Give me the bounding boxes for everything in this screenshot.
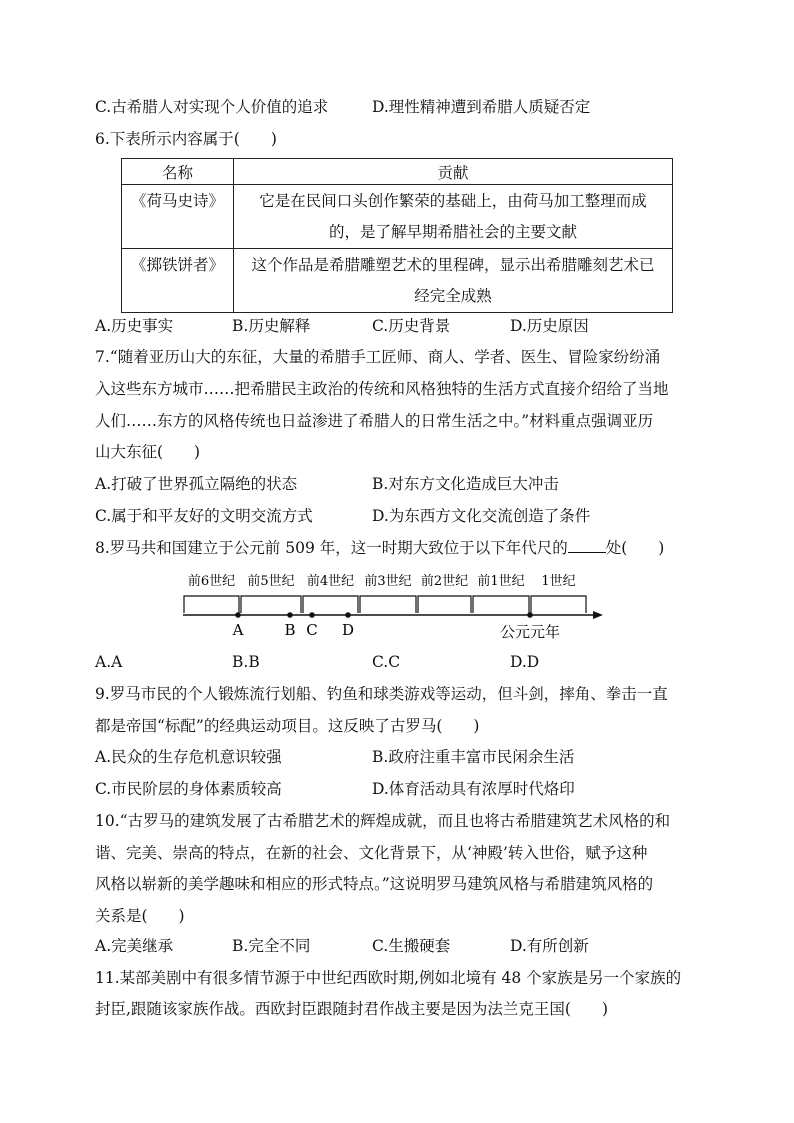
q6-option-b: B.历史解释 — [232, 317, 311, 335]
q8-stem-text: 8.罗马共和国建立于公元前 509 年，这一时期大致位于以下年代尺的 — [95, 539, 568, 557]
q10-line: 风格以崭新的美学趣味和相应的形式特点。”这说明罗马建筑风格与希腊建筑风格的 — [95, 875, 654, 893]
table-row — [122, 249, 673, 313]
timeline-era-point — [527, 612, 533, 618]
table-cell-line: 经完全成熟 — [414, 286, 492, 305]
timeline-point-c — [309, 612, 315, 618]
table-header-name: 名称 — [122, 159, 234, 185]
timeline-era-label: 公元元年 — [499, 623, 561, 641]
table-cell-line: 它是在民间口头创作繁荣的基础上，由荷马加工整理而成 — [259, 191, 647, 210]
q9-line: 9.罗马市民的个人锻炼流行划船、钓鱼和球类游戏等运动，但斗剑，摔角、拳击一直 — [95, 685, 668, 703]
q5-option-c: C.古希腊人对实现个人价值的追求 — [95, 98, 329, 116]
timeline-century-label: 前2世纪 — [420, 574, 469, 589]
timeline-century-bracket — [531, 596, 586, 613]
timeline-century-bracket — [360, 596, 416, 613]
q8-stem-tail: 处( ) — [605, 539, 665, 557]
q7-option-a: A.打破了世界孤立隔绝的状态 — [95, 475, 298, 493]
q10-line: 关系是( ) — [95, 907, 185, 925]
q9-option-d: D.体育活动具有浓厚时代烙印 — [372, 780, 575, 798]
timeline-century-bracket — [418, 596, 471, 613]
timeline-point-label: C — [306, 621, 318, 639]
timeline-century-label: 前6世纪 — [187, 574, 236, 589]
table-row — [122, 185, 673, 249]
table-header-contribution: 贡献 — [234, 159, 673, 185]
timeline-ruler — [175, 565, 605, 645]
q7-line: 人们……东方的风格传统也日益渗进了希腊人的日常生活之中。”材料重点强调亚历 — [95, 412, 654, 430]
timeline-century-label: 前4世纪 — [306, 574, 355, 589]
timeline-century-label: 1世纪 — [541, 574, 576, 589]
timeline-century-bracket — [184, 596, 239, 613]
q7-option-d: D.为东西方文化交流创造了条件 — [372, 507, 591, 525]
q7-line: 7.“随着亚历山大的东征，大量的希腊手工匠师、商人、学者、医生、冒险家纷纷涌 — [95, 348, 661, 366]
q8-stem — [95, 536, 664, 560]
timeline-century-bracket — [473, 596, 529, 613]
table-cell-contribution — [234, 249, 673, 313]
timeline-century-label: 前1世纪 — [477, 574, 525, 589]
q8-option-a: A.A — [95, 653, 123, 671]
table-cell-contribution — [234, 185, 673, 249]
q10-option-c: C.生搬硬套 — [372, 937, 451, 955]
q9-line: 都是帝国“标配”的经典运动项目。这反映了古罗马( ) — [95, 717, 480, 735]
q8-blank — [568, 536, 606, 553]
timeline-century-bracket — [303, 596, 358, 613]
q9-option-c: C.市民阶层的身体素质较高 — [95, 780, 282, 798]
q5-option-d: D.理性精神遭到希腊人质疑否定 — [372, 98, 591, 116]
timeline-century-label: 前5世纪 — [247, 574, 295, 589]
table-cell-line: 的，是了解早期希腊社会的主要文献 — [328, 222, 577, 241]
table-cell-name: 《荷马史诗》 — [122, 185, 234, 249]
timeline-arrow-icon — [593, 611, 603, 619]
timeline-point-a — [235, 612, 241, 618]
q7-line: 山大东征( ) — [95, 443, 201, 461]
q10-option-a: A.完美继承 — [95, 937, 174, 955]
q7-option-b: B.对东方文化造成巨大冲击 — [372, 475, 559, 493]
q10-option-d: D.有所创新 — [510, 937, 589, 955]
q9-option-a: A.民众的生存危机意识较强 — [95, 748, 282, 766]
timeline-point-b — [287, 612, 293, 618]
q8-option-c: C.C — [372, 653, 401, 671]
q9-option-b: B.政府注重丰富市民闲余生活 — [372, 748, 575, 766]
timeline-century-bracket — [241, 596, 301, 613]
q8-option-d: D.D — [510, 653, 540, 671]
q10-line: 谐、完美、崇高的特点，在新的社会、文化背景下，从‘神殿’转入世俗，赋予这种 — [95, 844, 648, 862]
timeline-point-label: B — [284, 621, 296, 639]
q6-stem: 6.下表所示内容属于( ) — [95, 130, 277, 148]
q11-line: 封臣,跟随该家族作战。西欧封臣跟随封君作战主要是因为法兰克王国( ) — [95, 1000, 609, 1018]
timeline-point-d — [345, 612, 351, 618]
q6-option-d: D.历史原因 — [510, 317, 589, 335]
timeline-point-label: D — [341, 621, 355, 639]
table-cell-name: 《掷铁饼者》 — [122, 249, 234, 313]
table-cell-line: 这个作品是希腊雕塑艺术的里程碑，显示出希腊雕刻艺术已 — [251, 255, 655, 274]
q7-option-c: C.属于和平友好的文明交流方式 — [95, 507, 313, 525]
q6-option-c: C.历史背景 — [372, 317, 451, 335]
q10-option-b: B.完全不同 — [232, 937, 311, 955]
timeline-point-label: A — [232, 621, 244, 639]
q8-option-b: B.B — [232, 653, 260, 671]
q6-table — [121, 158, 673, 313]
q10-line: 10.“古罗马的建筑发展了古希腊艺术的辉煌成就，而且也将古希腊建筑艺术风格的和 — [95, 812, 671, 830]
q11-line: 11.某部美剧中有很多情节源于中世纪西欧时期,例如北境有 48 个家族是另一个家族的 — [95, 969, 682, 987]
q7-line: 入这些东方城市……把希腊民主政治的传统和风格独特的生活方式直接介绍给了当地 — [95, 380, 669, 398]
timeline-century-label: 前3世纪 — [364, 574, 412, 589]
q6-option-a: A.历史事实 — [95, 317, 174, 335]
